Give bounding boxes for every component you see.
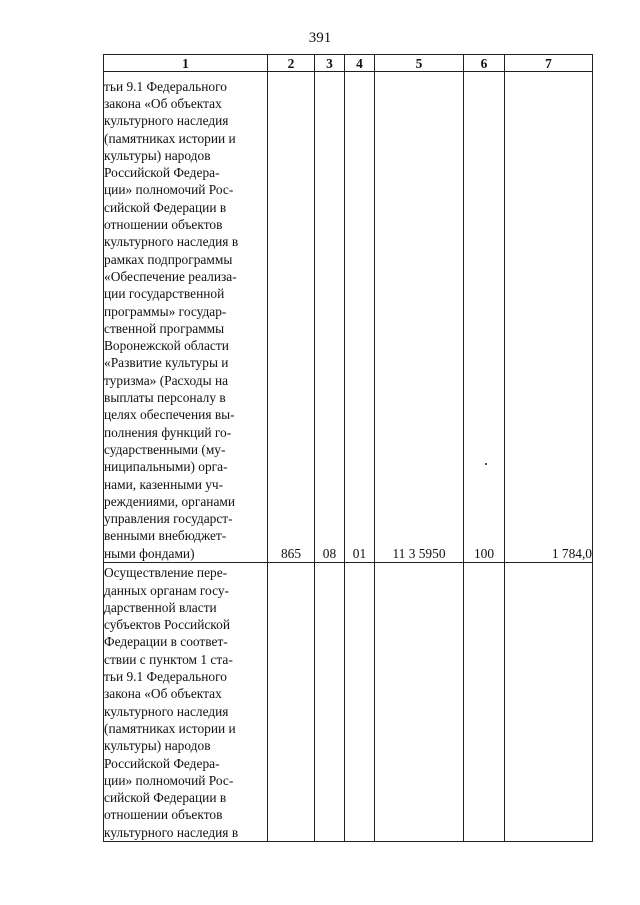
row-ministry-code: 865 <box>268 72 315 563</box>
table-row <box>104 563 593 842</box>
table-row <box>104 72 593 563</box>
column-header-7: 7 <box>505 55 593 72</box>
column-header-6: 6 <box>464 55 505 72</box>
column-header-5: 5 <box>375 55 464 72</box>
row-amount <box>505 563 593 842</box>
row-subsection-code: 01 <box>345 72 375 563</box>
row-amount: 1 784,0 <box>505 72 593 563</box>
row-target-article <box>375 563 464 842</box>
row-subsection-code <box>345 563 375 842</box>
column-header-3: 3 <box>315 55 345 72</box>
page-number: 391 <box>308 30 332 46</box>
row-section-code <box>315 563 345 842</box>
column-header-2: 2 <box>268 55 315 72</box>
scan-speck <box>485 463 487 465</box>
row-section-code: 08 <box>315 72 345 563</box>
header-row <box>104 55 593 72</box>
row-description: тьи 9.1 Федерального закона «Об объектах культурного наследия (памятниках истории и культуры) народов Российской Федера- ции» полномочий Рос- сийской Федерации в отношении объектов культурного наследия в рамках подпрограммы «Обеспечение реализа- ции государственной программы» государ- ственной программы Воронежской области «Развитие культуры и туризма» (Расходы на выплаты персоналу в целях обеспечения вы- полнения функций го- сударственными (му- ниципальными) орга- нами, казенными уч- реждениями, органами управления государст- венными внебюджет- ными фондами) <box>104 72 268 563</box>
row-ministry-code <box>268 563 315 842</box>
row-description: Осуществление пере- данных органам госу- дарственной власти субъектов Российской Федерации в соответ- ствии с пунктом 1 ста- тьи 9.1 Федерального закона «Об объектах культурного наследия (памятниках истории и культуры) народов Российской Федера- ции» полномочий Рос- сийской Федерации в отношении объектов культурного наследия в <box>104 563 268 842</box>
column-header-1: 1 <box>104 55 268 72</box>
row-target-article: 11 3 5950 <box>375 72 464 563</box>
row-expense-type <box>464 563 505 842</box>
column-header-4: 4 <box>345 55 375 72</box>
budget-table <box>103 54 593 842</box>
row-expense-type: 100 <box>464 72 505 563</box>
